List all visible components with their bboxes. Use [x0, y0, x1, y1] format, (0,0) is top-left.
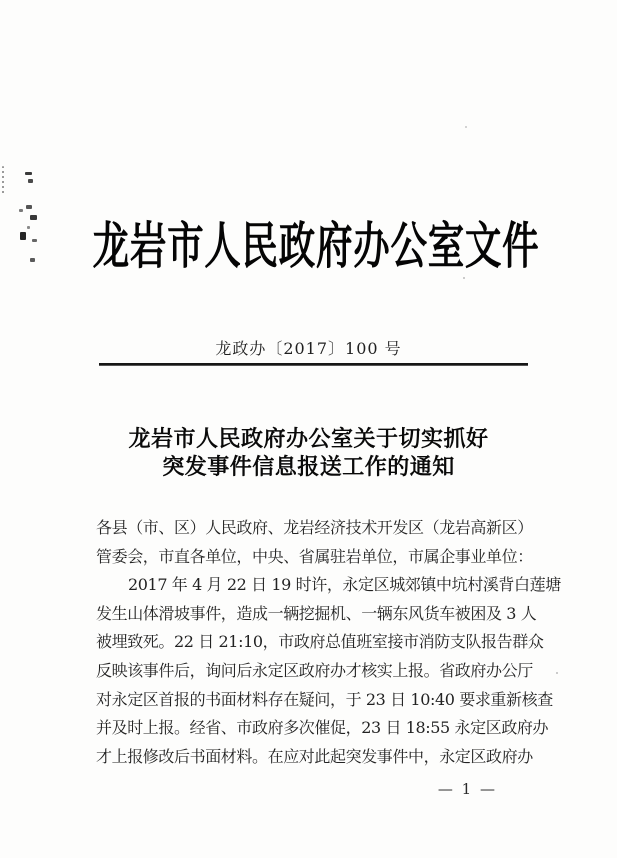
- body-line: 各县（市、区）人民政府、龙岩经济技术开发区（龙岩高新区）: [96, 518, 533, 537]
- body-line: 反映该事件后，询问后永定区政府办才核实上报。省政府办公厅: [96, 660, 533, 680]
- body-line: 并及时上报。经省、市政府多次催促，23 日 18:55 永定区政府办: [96, 718, 549, 738]
- letterhead-title: [0, 218, 617, 274]
- body-line: 管委会，市直各单位，中央、省属驻岩单位，市属企事业单位：: [96, 546, 533, 566]
- body-line: 2017 年 4 月 22 日 19 时许，永定区城郊镇中坑村溪背白莲塘: [128, 575, 561, 595]
- notice-title-line1: 龙岩市人民政府办公室关于切实抓好: [128, 426, 489, 452]
- scan-artifact: [556, 672, 558, 674]
- notice-title-line2: 突发事件信息报送工作的通知: [162, 454, 455, 480]
- scan-artifact: [463, 277, 465, 279]
- doc-number: 龙政办〔2017〕100 号: [215, 339, 402, 358]
- scan-artifact: [28, 179, 33, 183]
- scan-artifact: [2, 166, 4, 196]
- notice-body: [96, 514, 561, 771]
- body-line: 才上报修改后书面材料。在应对此起突发事件中，永定区政府办: [96, 746, 533, 766]
- page-number: — 1 —: [437, 780, 497, 798]
- body-line: 被埋致死。22 日 21:10，市政府总值班室接市消防支队报告群众: [96, 632, 544, 652]
- scan-artifact: [26, 205, 32, 209]
- body-line: 对永定区首报的书面材料存在疑问，于 23 日 10:40 要求重新核查: [96, 689, 553, 709]
- body-line: 发生山体滑坡事件，造成一辆挖掘机、一辆东风货车被困及 3 人: [96, 603, 537, 623]
- scan-artifact: [25, 172, 32, 175]
- letterhead-title-text: 龙岩市人民政府办公室文件: [92, 216, 539, 275]
- scan-artifact: [465, 126, 467, 128]
- scan-artifact: [19, 209, 23, 212]
- letterhead-rule: [99, 363, 528, 366]
- notice-title: [0, 425, 617, 481]
